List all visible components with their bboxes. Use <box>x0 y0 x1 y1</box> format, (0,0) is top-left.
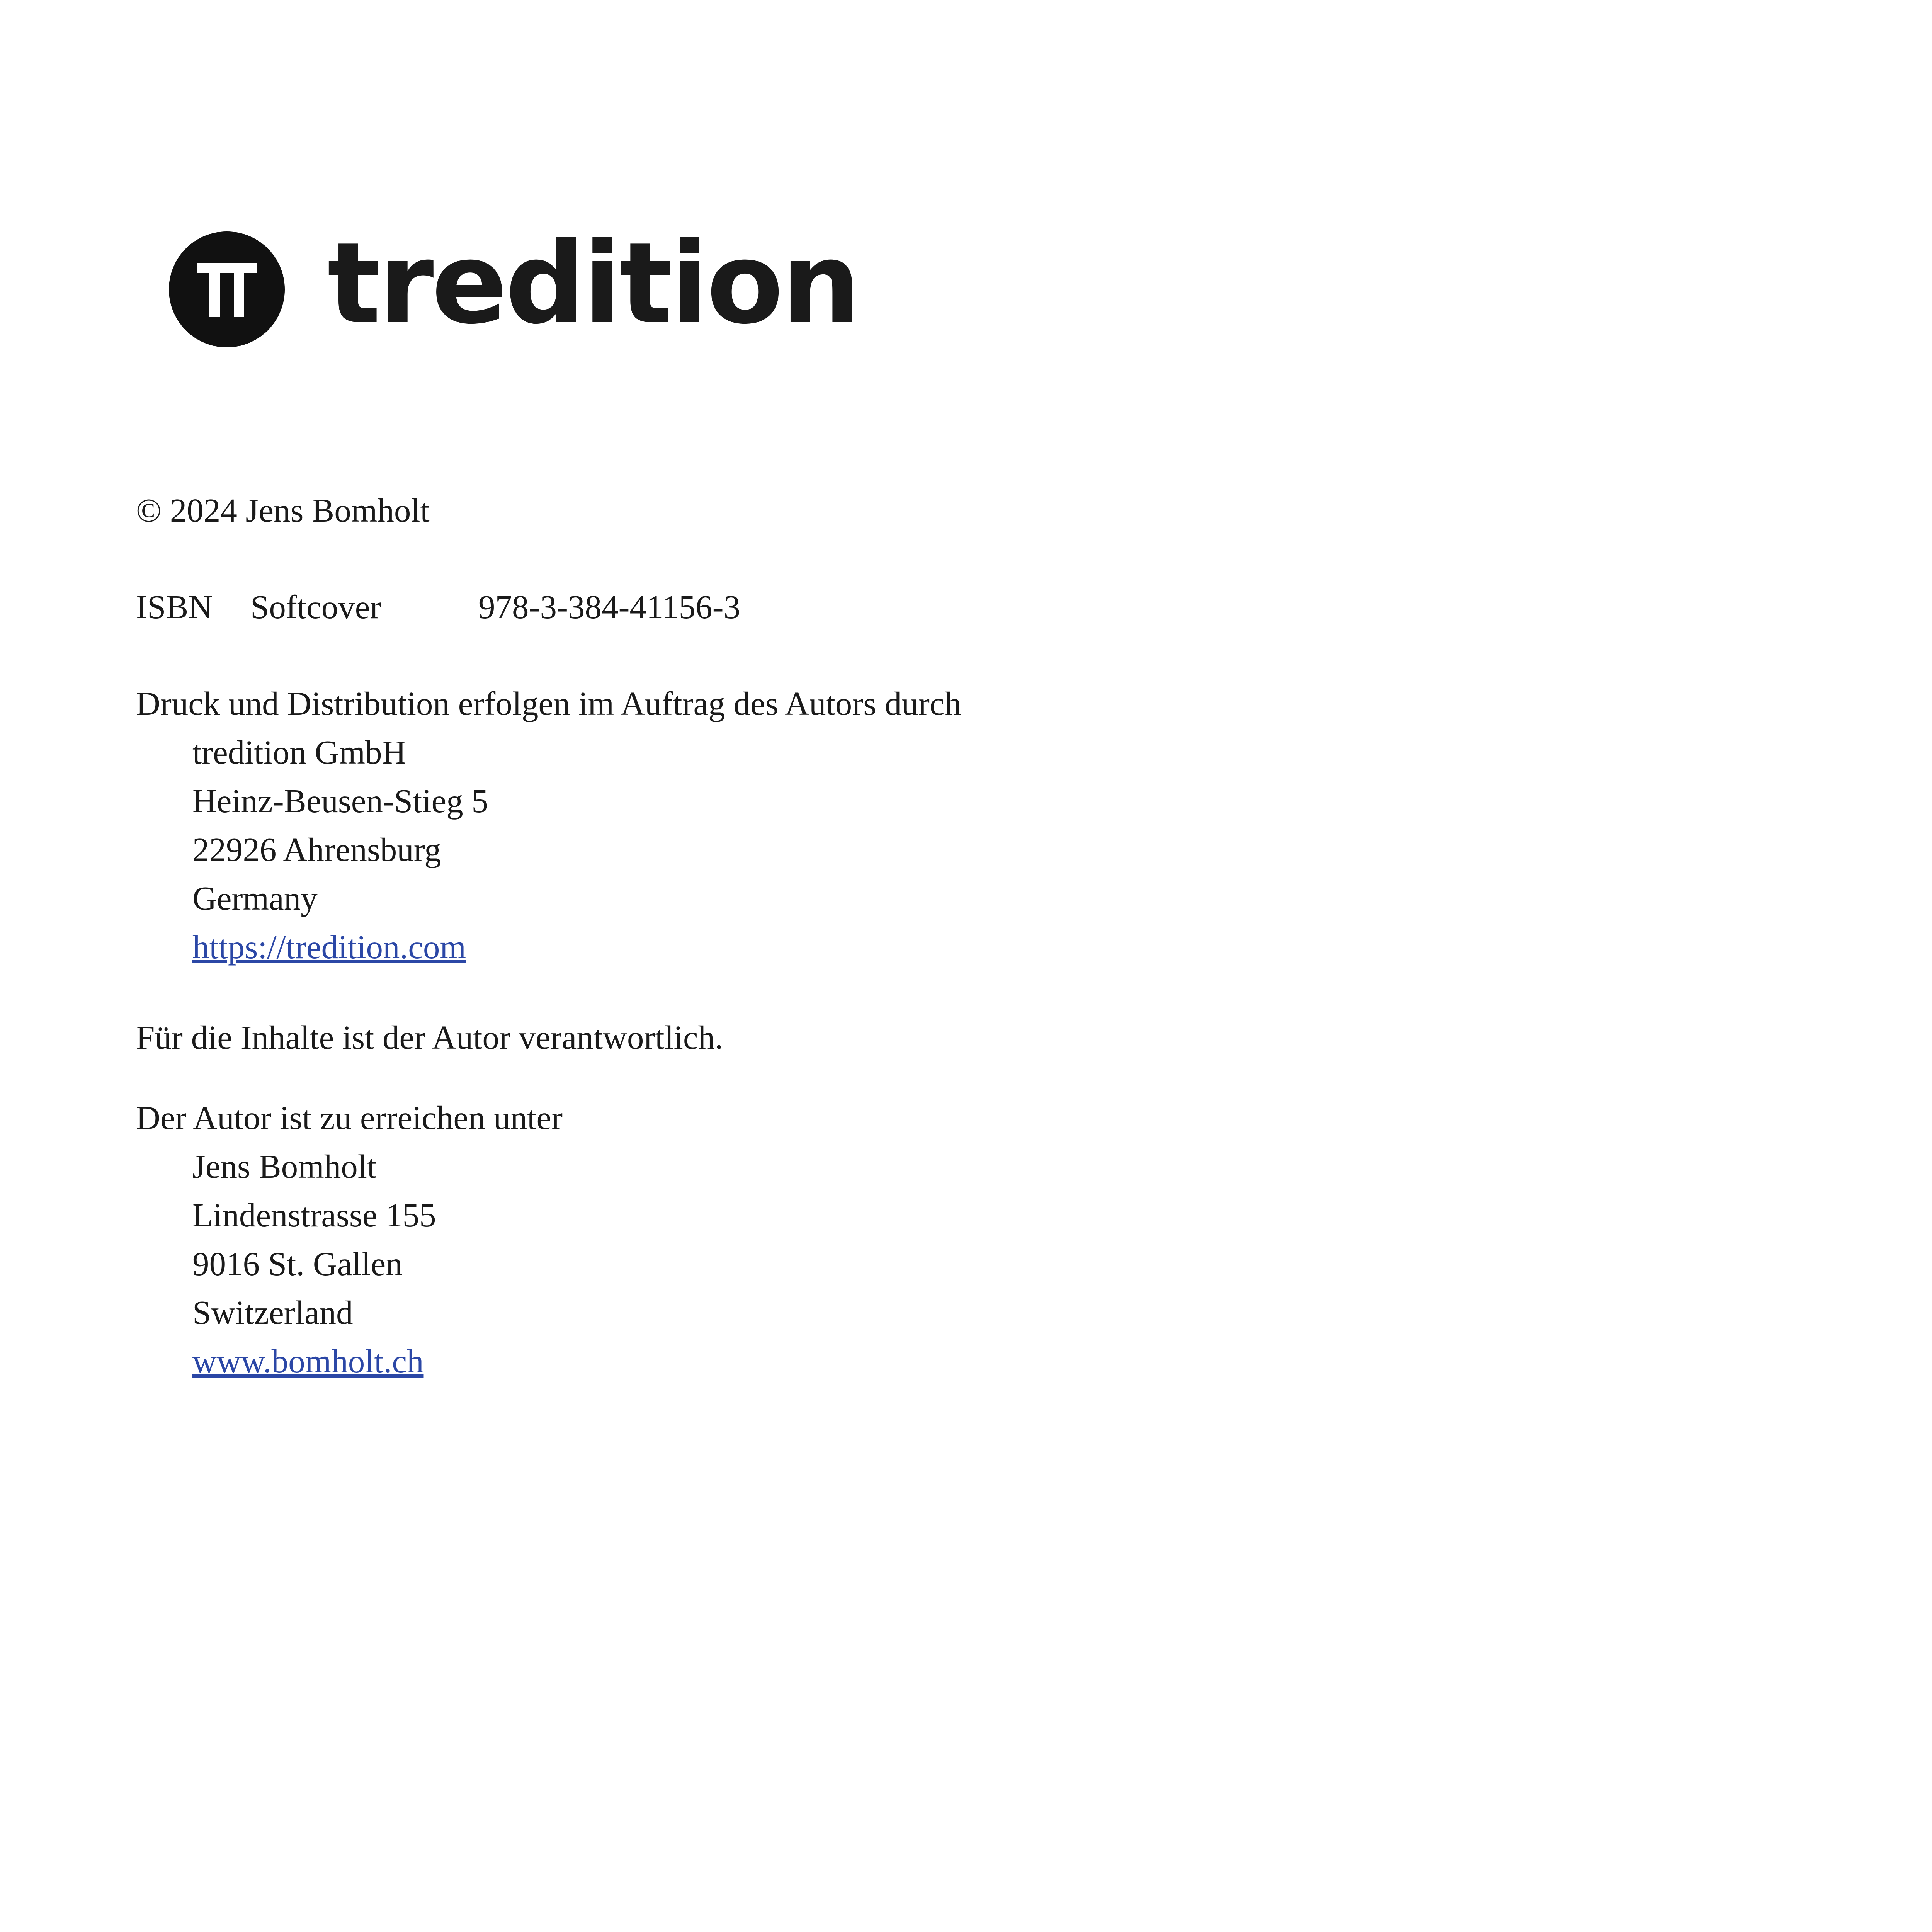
author-intro: Der Autor ist zu erreichen unter <box>136 1099 563 1136</box>
responsibility-text: Für die Inhalte ist der Autor verantwortlich. <box>136 1019 723 1056</box>
author-country: Switzerland <box>192 1294 353 1331</box>
author-contact-block <box>136 1094 563 1386</box>
logo-wordmark: tredition <box>327 219 859 349</box>
printer-city: 22926 Ahrensburg <box>192 831 441 868</box>
tredition-logo-icon <box>169 231 285 347</box>
isbn-number: 978-3-384-41156-3 <box>478 588 741 626</box>
copyright-line <box>136 486 430 535</box>
author-name: Jens Bomholt <box>192 1148 377 1185</box>
author-street: Lindenstrasse 155 <box>192 1196 436 1234</box>
printer-country: Germany <box>192 879 318 917</box>
isbn-line <box>136 583 740 631</box>
author-url-link[interactable]: www.bomholt.ch <box>192 1342 424 1380</box>
tredition-logo <box>169 219 859 349</box>
printer-block <box>136 679 961 971</box>
author-city: 9016 St. Gallen <box>192 1245 403 1282</box>
isbn-format: Softcover <box>250 588 381 626</box>
isbn-label: ISBN <box>136 588 213 626</box>
responsibility-line <box>136 1013 723 1062</box>
printer-street: Heinz-Beusen-Stieg 5 <box>192 782 488 820</box>
copyright-text: © 2024 Jens Bomholt <box>136 492 430 529</box>
printer-name: tredition GmbH <box>192 733 406 771</box>
printer-url-link[interactable]: https://tredition.com <box>192 928 466 966</box>
printer-intro: Druck und Distribution erfolgen im Auftrag des Autors durch <box>136 685 961 722</box>
